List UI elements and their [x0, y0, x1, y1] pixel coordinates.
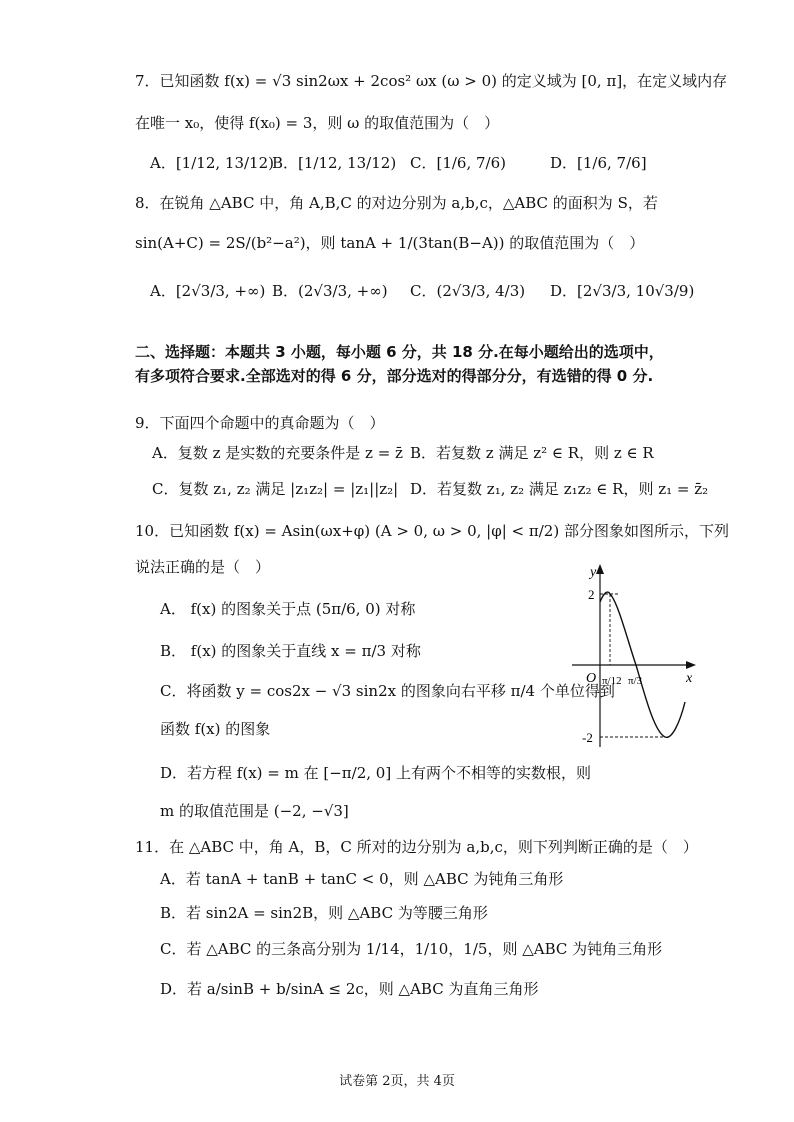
q7-line1: 7．已知函数 f(x) = √3 sin2ωx + 2cos² ωx (ω > 0) 的定义域为 [0, π]，在定义域内存 [135, 72, 728, 90]
q7-line2: 在唯一 x₀，使得 f(x₀) = 3，则 ω 的取值范围为（ ） [135, 114, 500, 132]
q11-option-c: C．若 △ABC 的三条高分别为 1/14，1/10，1/5，则 △ABC 为钝角三角形 [160, 940, 663, 958]
q10-option-a: A． f(x) 的图象关于点 (5π/6, 0) 对称 [160, 600, 416, 618]
q8-line2: sin(A+C) = 2S/(b²−a²)，则 tanA + 1/(3tan(B−A)) 的取值范围为（ ） [135, 234, 645, 252]
q11-option-d: D．若 a/sinB + b/sinA ≤ 2c，则 △ABC 为直角三角形 [160, 980, 539, 998]
section-2-heading: 二、选择题：本题共 3 小题，每小题 6 分，共 18 分.在每小题给出的选项中，有多项符合要求.全部选对的得 6 分，部分选对的得部分分，有选错的得 0 分. [135, 343, 664, 385]
q7-option-a: A．[1/12, 13/12) [150, 154, 274, 172]
y-axis-label: y [590, 565, 597, 580]
tick-pi-over-3: π/3 [628, 675, 643, 687]
q10-option-c-line1: C．将函数 y = cos2x − √3 sin2x 的图象向右平移 π/4 个单位得到 [160, 682, 615, 700]
y-axis-arrow-icon [596, 564, 604, 574]
q7-option-c: C．[1/6, 7/6) [410, 154, 506, 172]
q7-option-b: B．[1/12, 13/12) [272, 154, 397, 172]
q10-option-b: B． f(x) 的图象关于直线 x = π/3 对称 [160, 642, 421, 660]
q11-option-b: B．若 sin2A = sin2B，则 △ABC 为等腰三角形 [160, 904, 488, 922]
q10-option-d-line1: D．若方程 f(x) = m 在 [−π/2, 0] 上有两个不相等的实数根，则 [160, 764, 591, 782]
x-axis-arrow-icon [686, 661, 696, 669]
q9-option-b: B．若复数 z 满足 z² ∈ R，则 z ∈ R [410, 444, 654, 462]
q9-stem: 9．下面四个命题中的真命题为（ ） [135, 414, 385, 432]
q8-option-d: D．[2√3/3, 10√3/9) [550, 282, 695, 300]
q8-option-c: C．(2√3/3, 4/3) [410, 282, 526, 300]
page-footer: 试卷第 2页，共 4页 [339, 1074, 455, 1089]
q8-option-b: B．(2√3/3, +∞) [272, 282, 388, 300]
q10-line1: 10．已知函数 f(x) = Asin(ωx+φ) (A > 0, ω > 0, |φ| < π/2) 部分图象如图所示，下列 [135, 522, 729, 540]
q9-option-d: D．若复数 z₁, z₂ 满足 z₁z₂ ∈ R，则 z₁ = z̄₂ [410, 480, 709, 498]
q10-option-d-line2: m 的取值范围是 (−2, −√3] [160, 802, 349, 820]
q10-option-c-line2: 函数 f(x) 的图象 [160, 720, 271, 738]
q9-option-a: A．复数 z 是实数的充要条件是 z = z̄ [152, 444, 403, 462]
q10-line2: 说法正确的是（ ） [135, 558, 271, 576]
y-max-label: 2 [588, 587, 595, 602]
q10-function-graph [570, 562, 700, 752]
q11-stem: 11．在 △ABC 中，角 A，B，C 所对的边分别为 a,b,c，则下列判断正确的是（ ） [135, 838, 698, 856]
y-min-label: -2 [582, 730, 593, 745]
x-axis-label: x [686, 671, 693, 686]
q7-option-d: D．[1/6, 7/6] [550, 154, 647, 172]
tick-pi-over-12: π/12 [602, 675, 622, 687]
q8-line1: 8．在锐角 △ABC 中，角 A,B,C 的对边分别为 a,b,c，△ABC 的面积为 S，若 [135, 194, 658, 212]
q8-option-a: A．[2√3/3, +∞) [150, 282, 266, 300]
q11-option-a: A．若 tanA + tanB + tanC < 0，则 △ABC 为钝角三角形 [160, 870, 564, 888]
origin-label: O [586, 671, 597, 686]
q9-option-c: C．复数 z₁, z₂ 满足 |z₁z₂| = |z₁||z₂| [152, 480, 399, 498]
